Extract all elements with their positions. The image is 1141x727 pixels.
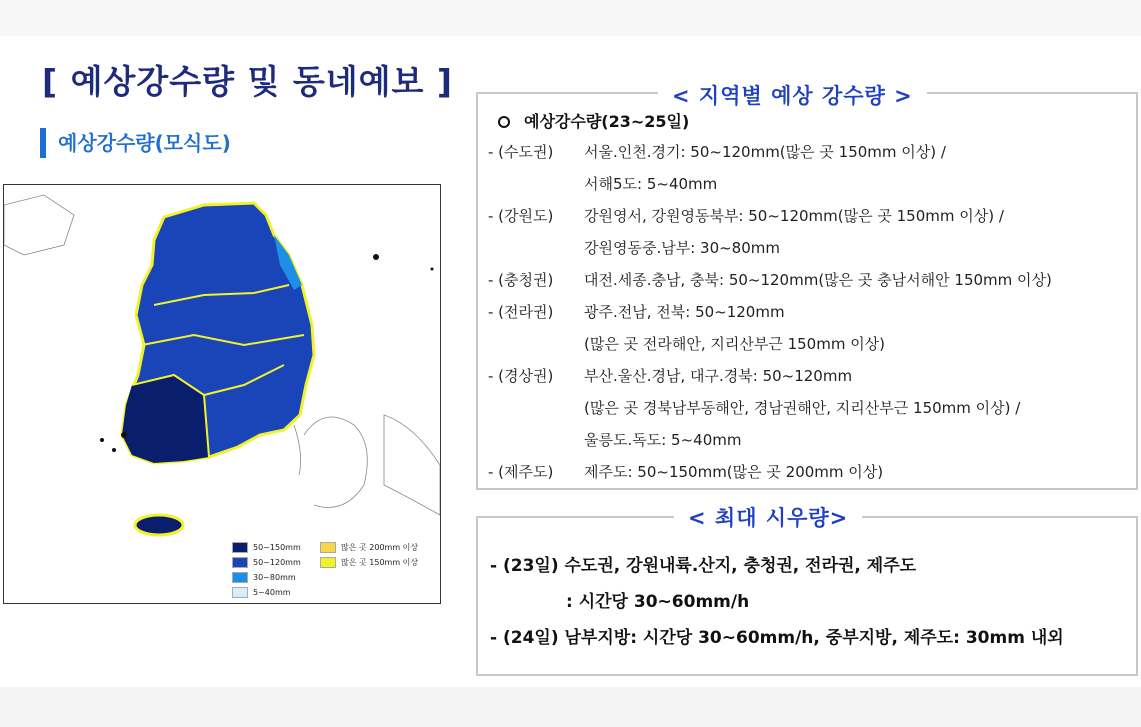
legend-swatch [232, 542, 248, 553]
jeju-island [135, 515, 183, 535]
coastline-japan-east [384, 415, 440, 515]
bottom-band [0, 687, 1141, 727]
island [100, 438, 104, 442]
top-band [0, 0, 1141, 36]
list-item: - (경상권) 부산.울산.경남, 대구.경북: 50~120mm [488, 367, 853, 385]
legend-item: 50~150mm [232, 541, 301, 554]
legend-swatch [232, 572, 248, 583]
peak-rainfall-box [476, 506, 1138, 676]
peak-heading: < 최대 시우량> [674, 502, 862, 532]
legend-swatch [232, 587, 248, 598]
legend-item: 많은 곳 150mm 이상 [320, 556, 418, 569]
legend-swatch [320, 542, 336, 553]
list-item: 서해5도: 5~40mm [584, 175, 718, 193]
coastline-japan [304, 417, 367, 508]
list-item: 강원영동중.남부: 30~80mm [584, 239, 780, 257]
legend-swatch [320, 557, 336, 568]
list-item: - (24일) 남부지방: 시간당 30~60mm/h, 중부지방, 제주도: 30mm 내외 [490, 628, 1064, 648]
list-item: - (충청권) 대전.세종.충남, 충북: 50~120mm(많은 곳 충남서해안 150mm 이상) [488, 271, 1052, 289]
legend-item: 많은 곳 200mm 이상 [320, 541, 418, 554]
slide-title: [ 예상강수량 및 동네예보 ] [42, 62, 453, 101]
island [112, 448, 116, 452]
list-item: - (전라권) 광주.전남, 전북: 50~120mm [488, 303, 785, 321]
legend-item: 30~80mm [232, 571, 296, 584]
regional-heading: < 지역별 예상 강수량 > [658, 80, 927, 110]
list-item: - (제주도) 제주도: 50~150mm(많은 곳 200mm 이상) [488, 463, 884, 481]
rainfall-map [3, 184, 441, 604]
regional-list [488, 108, 1126, 488]
legend-item: 5~40mm [232, 586, 291, 599]
dokdo [431, 268, 434, 271]
coastline-china [4, 195, 74, 255]
list-item: - (강원도) 강원영서, 강원영동북부: 50~120mm(많은 곳 150mm 이상) / [488, 207, 1004, 225]
peak-list [490, 548, 1126, 656]
list-item: : 시간당 30~60mm/h [566, 592, 750, 612]
island [121, 432, 127, 438]
list-item: (많은 곳 전라해안, 지리산부근 150mm 이상) [584, 335, 886, 353]
legend-swatch [232, 557, 248, 568]
circle-bullet-icon [498, 116, 510, 128]
ulleungdo [373, 254, 379, 260]
coastline-tsushima [294, 425, 301, 475]
legend-item: 50~120mm [232, 556, 301, 569]
list-item: 울릉도.독도: 5~40mm [584, 431, 742, 449]
list-item: (많은 곳 경북남부동해안, 경남권해안, 지리산부근 150mm 이상) / [584, 399, 1021, 417]
map-legend [232, 541, 432, 603]
list-item: - (수도권) 서울.인천.경기: 50~120mm(많은 곳 150mm 이상) / [488, 143, 946, 161]
period-title: 예상강수량(23~25일) [488, 108, 1126, 136]
regional-rainfall-box [476, 84, 1138, 490]
list-item: - (23일) 수도권, 강원내륙.산지, 충청권, 전라권, 제주도 [490, 556, 917, 576]
map-subtitle: 예상강수량(모식도) [40, 128, 231, 158]
